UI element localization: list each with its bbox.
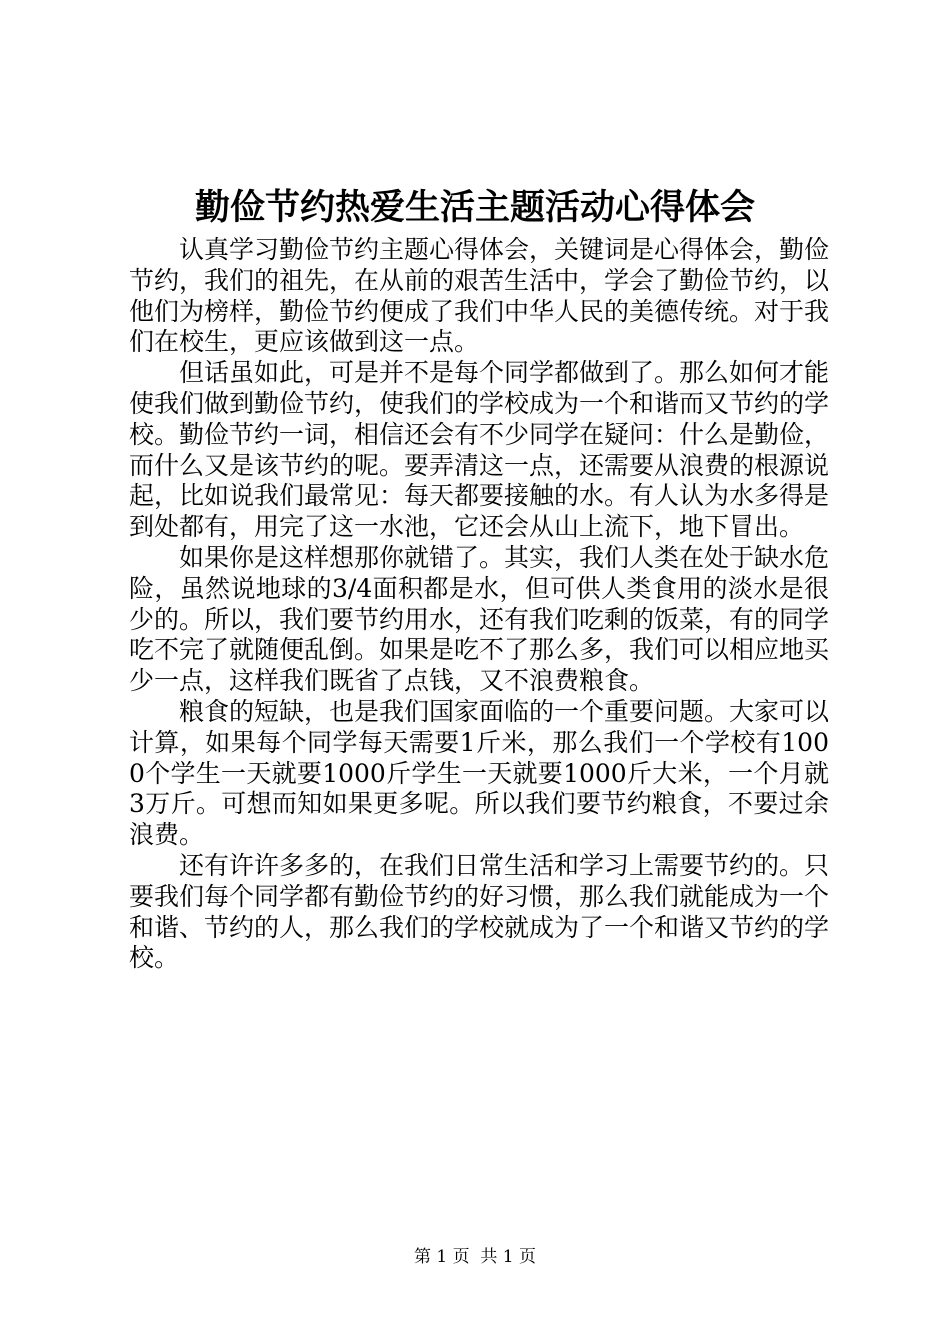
paragraph: 如果你是这样想那你就错了。其实，我们人类在处于缺水危险，虽然说地球的3/4面积都是水，但可供人类食用的淡水是很少的。所以，我们要节约用水，还有我们吃剩的饭菜，有的同学吃不完了就随便乱倒。如果是吃不了那么多，我们可以相应地买少一点，这样我们既省了点钱，又不浪费粮食。 <box>129 542 830 696</box>
page-total: 共 1 页 <box>480 1247 537 1267</box>
page-number: 第 1 页 <box>413 1247 470 1267</box>
paragraph: 认真学习勤俭节约主题心得体会，关键词是心得体会，勤俭节约，我们的祖先，在从前的艰苦生活中，学会了勤俭节约，以他们为榜样，勤俭节约便成了我们中华人民的美德传统。对于我们在校生，更应该做到这一点。 <box>129 235 830 357</box>
paragraph: 还有许许多多的，在我们日常生活和学习上需要节约的。只要我们每个同学都有勤俭节约的好习惯，那么我们就能成为一个和谐、节约的人，那么我们的学校就成为了一个和谐又节约的学校。 <box>129 850 830 973</box>
page-footer <box>0 1245 950 1269</box>
paragraph: 但话虽如此，可是并不是每个同学都做到了。那么如何才能使我们做到勤俭节约，使我们的学校成为一个和谐而又节约的学校。勤俭节约一词，相信还会有不少同学在疑问：什么是勤俭，而什么又是该节约的呢。要弄清这一点，还需要从浪费的根源说起，比如说我们最常见：每天都要接触的水。有人认为水多得是到处都有，用完了这一水池，它还会从山上流下，地下冒出。 <box>129 358 830 542</box>
document-body <box>129 235 829 974</box>
document-title: 勤俭节约热爱生活主题活动心得体会 <box>194 187 755 228</box>
paragraph: 粮食的短缺，也是我们国家面临的一个重要问题。大家可以计算，如果每个同学每天需要1斤米，那么我们一个学校有1000个学生一天就要1000斤学生一天就要1000斤大米，一个月就3万斤。可想而知如果更多呢。所以我们要节约粮食，不要过余浪费。 <box>129 696 830 850</box>
